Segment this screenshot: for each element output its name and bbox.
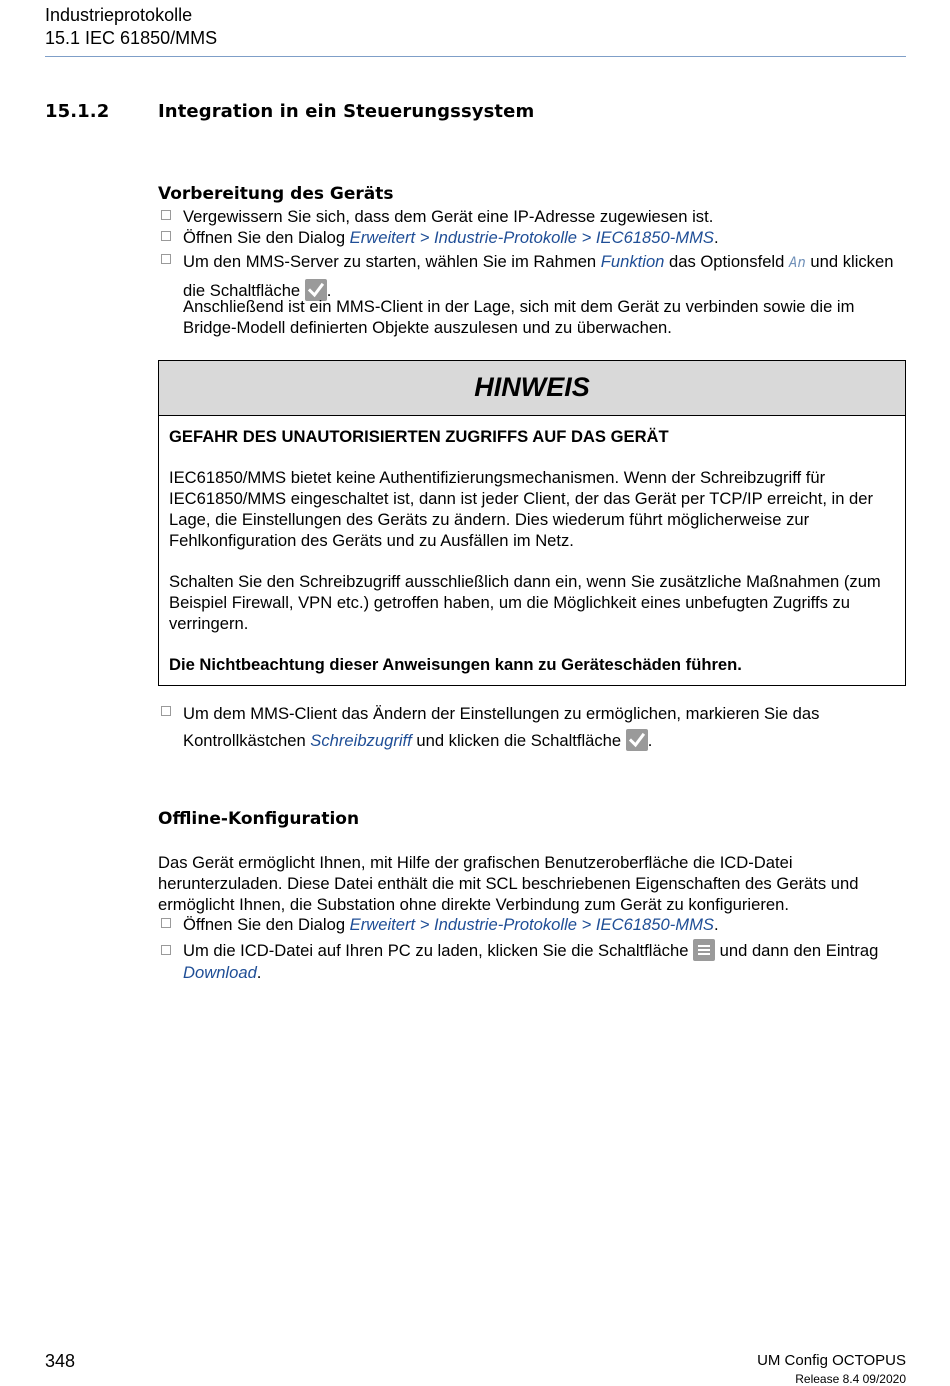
section-number: 15.1.2 — [45, 101, 110, 122]
checkbox-bullet-icon — [161, 945, 171, 955]
download-entry-link[interactable]: Download — [183, 963, 257, 982]
section-title: Integration in ein Steuerungssystem — [158, 101, 535, 122]
list-item-text: . — [713, 915, 719, 934]
checkmark-icon — [626, 729, 648, 751]
notice-box — [158, 360, 906, 686]
dialog-path-link[interactable]: Erweitert > Industrie-Protokolle > IEC61850-MMS — [349, 915, 714, 934]
list-item-text: . — [256, 963, 262, 982]
list-item-text: Öffnen Sie den Dialog — [183, 915, 350, 934]
header-chapter: Industrieprotokolle — [45, 5, 193, 25]
list-item-text: . — [713, 228, 719, 247]
checkbox-bullet-icon — [161, 706, 171, 716]
list-item — [158, 227, 908, 248]
checkbox-name-link[interactable]: Schreibzugriff — [310, 731, 412, 750]
notice-paragraph: Schalten Sie den Schreibzugriff ausschließlich dann ein, wenn Sie zusätzliche Maßnahmen (zum Beispiel Firewall, VPN etc.) getroffen haben, um die Möglichkeit eines unbefugten Zugriffs zu verringern. — [169, 572, 881, 633]
list-item-text: und klicken die Schaltfläche — [411, 731, 626, 750]
header-section: 15.1 IEC 61850/MMS — [45, 28, 218, 48]
list-item — [158, 206, 908, 227]
checkbox-bullet-icon — [161, 210, 171, 220]
release-info: Release 8.4 09/2020 — [795, 1372, 906, 1386]
list-item — [158, 914, 908, 935]
frame-name-link[interactable]: Funktion — [600, 252, 665, 271]
list-item-text: und dann den Eintrag — [715, 941, 879, 960]
list-item-text: Öffnen Sie den Dialog — [183, 228, 350, 247]
menu-icon — [693, 939, 715, 961]
dialog-path-link[interactable]: Erweitert > Industrie-Protokolle > IEC61850-MMS — [349, 228, 714, 247]
prep-result: Anschließend ist ein MMS-Client in der Lage, sich mit dem Gerät zu verbinden sowie die im Bridge-Modell definierten Objekte auszulesen und zu überwachen. — [183, 297, 855, 337]
offline-intro: Das Gerät ermöglicht Ihnen, mit Hilfe der grafischen Benutzeroberfläche die ICD-Datei herunterzuladen. Diese Datei enthält die mit SCL beschriebenen Eigenschaften des Geräts und ermöglicht Ihnen, die Substation ohne direkte Verbindung zum Gerät zu konfigurieren. — [158, 853, 859, 914]
checkbox-bullet-icon — [161, 918, 171, 928]
list-item — [158, 939, 908, 984]
notice-paragraph: IEC61850/MMS bietet keine Authentifizierungsmechanismen. Wenn der Schreibzugriff für IEC61850/MMS eingeschaltet ist, dann ist jeder Client, der das Gerät per TCP/IP erreicht, in der Lage, die Einstellungen des Geräts zu ändern. Dies wiederum führt möglicherweise zur Fehlkonfiguration des Geräts und zu Ausfällen im Netz. — [169, 468, 874, 550]
checkbox-bullet-icon — [161, 254, 171, 264]
notice-warning: Die Nichtbeachtung dieser Anweisungen kann zu Geräteschäden führen. — [169, 655, 742, 674]
document-title: UM Config OCTOPUS — [757, 1352, 906, 1369]
checkbox-bullet-icon — [161, 231, 171, 241]
list-item-text: und klicken die Schaltfläche — [183, 252, 894, 300]
list-item-text: . — [326, 281, 332, 300]
header-rule — [45, 56, 906, 57]
page-number: 348 — [45, 1351, 76, 1371]
list-item-text: das Optionsfeld — [664, 252, 789, 271]
prep-heading: Vorbereitung des Geräts — [158, 184, 394, 204]
option-name: An — [788, 255, 806, 271]
list-item-text: Um die ICD-Datei auf Ihren PC zu laden, klicken Sie die Schaltfläche — [183, 941, 694, 960]
notice-hazard: GEFAHR DES UNAUTORISIERTEN ZUGRIFFS AUF DAS GERÄT — [169, 427, 669, 446]
list-item-text: Um dem MMS-Client das Ändern der Einstellungen zu ermöglichen, markieren Sie das Kontrollkästchen — [183, 704, 820, 750]
list-item-text: Um den MMS-Server zu starten, wählen Sie im Rahmen — [183, 252, 601, 271]
notice-title: HINWEIS — [159, 361, 905, 416]
list-item-text: . — [647, 731, 653, 750]
offline-heading: Offline-Konfiguration — [158, 809, 360, 829]
list-item — [158, 700, 908, 754]
list-item-text: Vergewissern Sie sich, dass dem Gerät eine IP-Adresse zugewiesen ist. — [183, 207, 714, 226]
